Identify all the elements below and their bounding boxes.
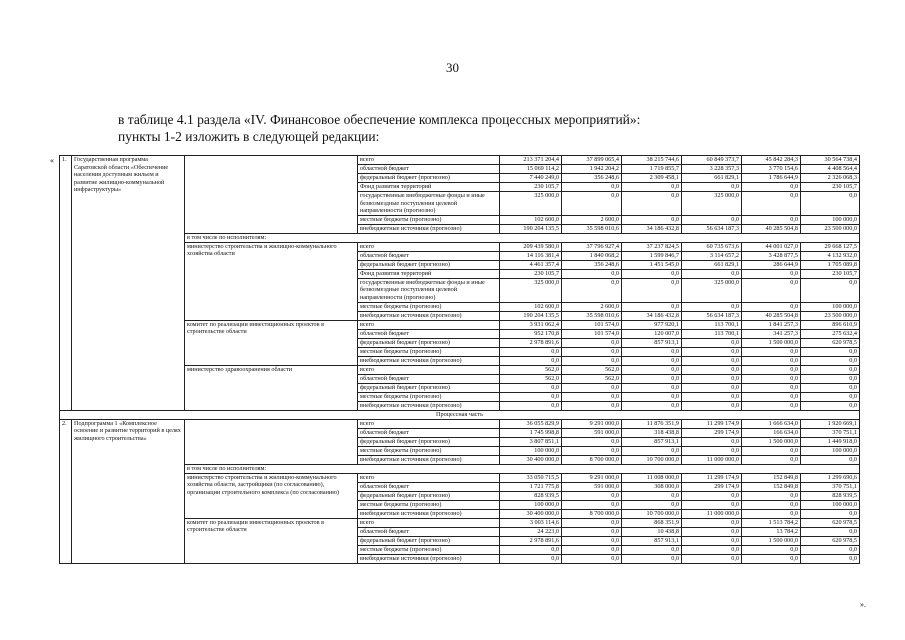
amount-cell: 0,0 — [742, 183, 801, 192]
executor-name: комитет по реализации инвестиционных проектов в строительстве области — [185, 518, 358, 563]
amount-cell: 0,0 — [622, 392, 682, 401]
amount-cell: 0,0 — [622, 383, 682, 392]
amount-cell: 11 876 351,9 — [622, 419, 682, 428]
funding-source: местные бюджеты (прогнозно) — [358, 500, 500, 509]
amount-cell: 562,0 — [562, 374, 622, 383]
amount-cell: 13 784,2 — [742, 527, 801, 536]
amount-cell: 0,0 — [742, 392, 801, 401]
amount-cell: 0,0 — [801, 347, 860, 356]
executor-name: министерство здравоохранения области — [185, 365, 358, 410]
amount-cell: 2 600,0 — [562, 215, 622, 224]
amount-cell: 10 700 000,0 — [622, 455, 682, 464]
amount-cell: 230 105,7 — [500, 183, 562, 192]
amount-cell: 0,0 — [801, 455, 860, 464]
amount-cell: 0,0 — [622, 215, 682, 224]
amount-cell: 11 299 174,9 — [682, 419, 742, 428]
amount-cell: 0,0 — [742, 554, 801, 563]
open-quote-marker: « — [50, 156, 54, 165]
amount-cell: 0,0 — [742, 545, 801, 554]
amount-cell: 661 829,1 — [682, 174, 742, 183]
amount-cell: 11 000 000,0 — [682, 509, 742, 518]
amount-cell: 0,0 — [500, 347, 562, 356]
funding-source: областной бюджет — [358, 527, 500, 536]
amount-cell: 2 309 458,1 — [622, 174, 682, 183]
funding-source: областной бюджет — [358, 428, 500, 437]
amount-cell: 37 796 927,4 — [562, 242, 622, 251]
funding-source: федеральный бюджет (прогнозно) — [358, 260, 500, 269]
amount-cell: 190 204 135,5 — [500, 224, 562, 233]
amount-cell: 1 745 998,8 — [500, 428, 562, 437]
amount-cell: 0,0 — [622, 192, 682, 216]
funding-source: областной бюджет — [358, 329, 500, 338]
amount-cell: 1 705 089,8 — [801, 260, 860, 269]
amount-cell: 0,0 — [622, 401, 682, 410]
amount-cell: 0,0 — [622, 183, 682, 192]
amount-cell: 562,0 — [500, 374, 562, 383]
amount-cell: 0,0 — [682, 215, 742, 224]
amount-cell: 230 105,7 — [801, 183, 860, 192]
amount-cell: 828 939,5 — [500, 491, 562, 500]
amount-cell: 370 751,1 — [801, 428, 860, 437]
funding-source: федеральный бюджет (прогнозно) — [358, 174, 500, 183]
amount-cell: 0,0 — [801, 365, 860, 374]
amount-cell: 230 105,7 — [500, 269, 562, 278]
amount-cell: 152 849,8 — [742, 473, 801, 482]
funding-source: всего — [358, 473, 500, 482]
amount-cell: 1 451 545,0 — [622, 260, 682, 269]
amount-cell: 341 257,3 — [742, 329, 801, 338]
amount-cell: 0,0 — [682, 401, 742, 410]
amount-cell: 30 564 738,4 — [801, 156, 860, 165]
amount-cell: 318 438,8 — [622, 428, 682, 437]
amount-cell: 0,0 — [562, 446, 622, 455]
amount-cell: 0,0 — [622, 278, 682, 302]
funding-source: местные бюджеты (прогнозно) — [358, 545, 500, 554]
amount-cell: 120 007,0 — [622, 329, 682, 338]
amount-cell: 44 001 027,0 — [742, 242, 801, 251]
amount-cell: 3 770 154,6 — [742, 165, 801, 174]
amount-cell: 857 913,1 — [622, 338, 682, 347]
executor-name — [185, 419, 358, 464]
amount-cell: 0,0 — [801, 554, 860, 563]
amount-cell: 1 513 784,2 — [742, 518, 801, 527]
amount-cell: 101 574,0 — [562, 320, 622, 329]
amount-cell: 0,0 — [801, 374, 860, 383]
funding-source: Фонд развития территорий — [358, 183, 500, 192]
amount-cell: 9 291 000,0 — [562, 419, 622, 428]
amount-cell: 10 700 000,0 — [622, 509, 682, 518]
amount-cell: 0,0 — [682, 347, 742, 356]
amount-cell: 0,0 — [801, 278, 860, 302]
program-name: Государственная программа Саратовской области «Обеспечение населения доступным жильем и развитие жилищно-коммунальной инфраструктуры» — [72, 156, 185, 411]
funding-source: всего — [358, 242, 500, 251]
section-label: Процессная часть — [60, 410, 860, 419]
amount-cell: 0,0 — [742, 509, 801, 518]
amount-cell: 0,0 — [562, 392, 622, 401]
amount-cell: 166 634,0 — [742, 428, 801, 437]
amount-cell: 40 285 504,8 — [742, 311, 801, 320]
amount-cell: 1 500 000,0 — [742, 338, 801, 347]
amount-cell: 828 939,5 — [801, 491, 860, 500]
amount-cell: 209 439 580,0 — [500, 242, 562, 251]
amount-cell: 0,0 — [742, 365, 801, 374]
funding-source: внебюджетные источники (прогнозно) — [358, 311, 500, 320]
amount-cell: 30 400 000,0 — [500, 455, 562, 464]
amount-cell: 14 116 381,4 — [500, 251, 562, 260]
amount-cell: 2 978 891,6 — [500, 536, 562, 545]
amount-cell: 620 978,5 — [801, 518, 860, 527]
amount-cell: 0,0 — [801, 383, 860, 392]
amount-cell: 0,0 — [562, 192, 622, 216]
amount-cell: 10 438,8 — [622, 527, 682, 536]
amount-cell: 1 666 634,0 — [742, 419, 801, 428]
amount-cell: 1 500 000,0 — [742, 536, 801, 545]
amount-cell: 2 978 891,6 — [500, 338, 562, 347]
funding-source: всего — [358, 419, 500, 428]
funding-source: федеральный бюджет (прогнозно) — [358, 383, 500, 392]
amount-cell: 1 942 204,2 — [562, 165, 622, 174]
amount-cell: 977 920,1 — [622, 320, 682, 329]
amount-cell: 325 000,0 — [682, 278, 742, 302]
amount-cell: 952 170,8 — [500, 329, 562, 338]
amount-cell: 0,0 — [682, 527, 742, 536]
amount-cell: 0,0 — [562, 278, 622, 302]
amount-cell: 0,0 — [801, 401, 860, 410]
amount-cell: 286 644,9 — [742, 260, 801, 269]
amount-cell: 38 215 744,6 — [622, 156, 682, 165]
amount-cell: 299 174,9 — [682, 428, 742, 437]
amount-cell: 100 000,0 — [801, 446, 860, 455]
amount-cell: 0,0 — [622, 374, 682, 383]
amount-cell: 0,0 — [562, 269, 622, 278]
amount-cell: 868 351,9 — [622, 518, 682, 527]
heading-line-2: пункты 1-2 изложить в следующей редакции: — [118, 129, 380, 144]
funding-source: федеральный бюджет (прогнозно) — [358, 536, 500, 545]
amount-cell: 0,0 — [500, 392, 562, 401]
funding-source: внебюджетные источники (прогнозно) — [358, 224, 500, 233]
funding-source: федеральный бюджет (прогнозно) — [358, 437, 500, 446]
amount-cell: 40 285 504,8 — [742, 224, 801, 233]
amount-cell: 34 186 432,8 — [622, 224, 682, 233]
amount-cell: 0,0 — [500, 401, 562, 410]
amount-cell: 0,0 — [682, 183, 742, 192]
amount-cell: 562,0 — [562, 365, 622, 374]
amount-cell: 1 786 644,9 — [742, 174, 801, 183]
amount-cell: 1 500 000,0 — [742, 437, 801, 446]
amount-cell: 620 978,5 — [801, 338, 860, 347]
table-body — [60, 156, 860, 564]
amount-cell: 3 931 062,4 — [500, 320, 562, 329]
amount-cell: 1 449 918,0 — [801, 437, 860, 446]
amount-cell: 0,0 — [500, 383, 562, 392]
amount-cell: 8 700 000,0 — [562, 455, 622, 464]
amount-cell: 230 105,7 — [801, 269, 860, 278]
item-number: 1. — [60, 156, 72, 411]
amount-cell: 356 248,6 — [562, 260, 622, 269]
funding-source: местные бюджеты (прогнозно) — [358, 446, 500, 455]
amount-cell: 370 751,1 — [801, 482, 860, 491]
amount-cell: 23 500 000,0 — [801, 311, 860, 320]
amount-cell: 56 634 187,3 — [682, 311, 742, 320]
amount-cell: 30 400 000,0 — [500, 509, 562, 518]
amount-cell: 15 069 114,2 — [500, 165, 562, 174]
funding-source: всего — [358, 518, 500, 527]
executor-name: комитет по реализации инвестиционных проектов в строительстве области — [185, 320, 358, 365]
amount-cell: 0,0 — [622, 302, 682, 311]
amount-cell: 0,0 — [622, 554, 682, 563]
amount-cell: 190 204 135,5 — [500, 311, 562, 320]
amount-cell: 0,0 — [682, 554, 742, 563]
amount-cell: 308 000,0 — [622, 482, 682, 491]
amount-cell: 0,0 — [622, 347, 682, 356]
amount-cell: 0,0 — [742, 500, 801, 509]
item-number: 2. — [60, 419, 72, 563]
amount-cell: 0,0 — [562, 536, 622, 545]
amount-cell: 102 600,0 — [500, 302, 562, 311]
amount-cell: 0,0 — [682, 392, 742, 401]
amount-cell: 0,0 — [562, 338, 622, 347]
amount-cell: 0,0 — [801, 392, 860, 401]
executors-caption: в том числе по исполнителям: — [185, 233, 860, 242]
amount-cell: 37 899 065,4 — [562, 156, 622, 165]
amount-cell: 0,0 — [742, 374, 801, 383]
table-row — [60, 419, 860, 428]
amount-cell: 325 000,0 — [682, 192, 742, 216]
amount-cell: 0,0 — [500, 356, 562, 365]
amount-cell: 3 114 657,2 — [682, 251, 742, 260]
amount-cell: 1 719 855,7 — [622, 165, 682, 174]
amount-cell: 3 228 357,3 — [682, 165, 742, 174]
amount-cell: 36 055 829,9 — [500, 419, 562, 428]
amount-cell: 0,0 — [622, 356, 682, 365]
amount-cell: 0,0 — [682, 491, 742, 500]
amount-cell: 299 174,9 — [682, 482, 742, 491]
amount-cell: 100 000,0 — [801, 302, 860, 311]
amount-cell: 0,0 — [682, 500, 742, 509]
amount-cell: 0,0 — [742, 278, 801, 302]
funding-source: местные бюджеты (прогнозно) — [358, 392, 500, 401]
amount-cell: 0,0 — [562, 491, 622, 500]
amount-cell: 213 371 204,4 — [500, 156, 562, 165]
amount-cell: 2 326 068,3 — [801, 174, 860, 183]
amount-cell: 275 632,4 — [801, 329, 860, 338]
page-number: 30 — [446, 60, 459, 75]
amount-cell: 100 000,0 — [500, 500, 562, 509]
amount-cell: 0,0 — [562, 183, 622, 192]
funding-source: внебюджетные источники (прогнозно) — [358, 509, 500, 518]
amount-cell: 0,0 — [682, 365, 742, 374]
amount-cell: 113 700,1 — [682, 329, 742, 338]
amount-cell: 0,0 — [801, 509, 860, 518]
amount-cell: 325 000,0 — [500, 278, 562, 302]
amount-cell: 56 634 187,3 — [682, 224, 742, 233]
amount-cell: 0,0 — [742, 215, 801, 224]
amount-cell: 1 721 775,8 — [500, 482, 562, 491]
amount-cell: 661 829,1 — [682, 260, 742, 269]
funding-source: всего — [358, 320, 500, 329]
amount-cell: 0,0 — [801, 527, 860, 536]
amount-cell: 0,0 — [682, 302, 742, 311]
amount-cell: 0,0 — [622, 446, 682, 455]
amount-cell: 857 913,1 — [622, 536, 682, 545]
amount-cell: 7 440 249,0 — [500, 174, 562, 183]
amount-cell: 0,0 — [742, 491, 801, 500]
amount-cell: 0,0 — [622, 500, 682, 509]
amount-cell: 0,0 — [742, 401, 801, 410]
amount-cell: 0,0 — [742, 383, 801, 392]
amount-cell: 0,0 — [562, 347, 622, 356]
amount-cell: 857 913,1 — [622, 437, 682, 446]
amount-cell: 0,0 — [742, 347, 801, 356]
amount-cell: 29 668 127,5 — [801, 242, 860, 251]
funding-source: федеральный бюджет (прогнозно) — [358, 491, 500, 500]
amount-cell: 0,0 — [562, 554, 622, 563]
amount-cell: 1 299 690,6 — [801, 473, 860, 482]
heading-line-1: в таблице 4.1 раздела «IV. Финансовое обеспечение комплекса процессных мероприятий»: — [118, 112, 641, 127]
amount-cell: 1 599 846,7 — [622, 251, 682, 260]
amount-cell: 100 000,0 — [500, 446, 562, 455]
funding-source: местные бюджеты (прогнозно) — [358, 302, 500, 311]
amount-cell: 0,0 — [682, 518, 742, 527]
financing-table — [59, 155, 859, 564]
program-name: Подпрограмма 1 «Комплексное освоение и развитие территорий в целях жилищного строительства» — [72, 419, 185, 563]
amount-cell: 0,0 — [742, 302, 801, 311]
funding-source: Фонд развития территорий — [358, 269, 500, 278]
amount-cell: 620 978,5 — [801, 536, 860, 545]
table-row — [60, 410, 860, 419]
amount-cell: 4 461 357,4 — [500, 260, 562, 269]
executor-name: министерство строительства и жилищно-коммунального хозяйства области, застройщики (по согласованию), организации строительного комплекса (по согласованию) — [185, 473, 358, 518]
amount-cell: 0,0 — [682, 374, 742, 383]
amount-cell: 0,0 — [562, 383, 622, 392]
amount-cell: 23 500 000,0 — [801, 224, 860, 233]
funding-source: областной бюджет — [358, 374, 500, 383]
amount-cell: 0,0 — [801, 192, 860, 216]
amount-cell: 0,0 — [562, 356, 622, 365]
amount-cell: 0,0 — [682, 437, 742, 446]
amendment-heading — [118, 111, 640, 145]
funding-source: государственные внебюджетные фонды и иные безвозмездные поступления целевой направленности (прогнозно) — [358, 192, 500, 216]
amount-cell: 4 132 932,0 — [801, 251, 860, 260]
funding-source: областной бюджет — [358, 482, 500, 491]
funding-source: всего — [358, 365, 500, 374]
amount-cell: 24 223,0 — [500, 527, 562, 536]
amount-cell: 1 840 068,2 — [562, 251, 622, 260]
amount-cell: 356 248,6 — [562, 174, 622, 183]
amount-cell: 0,0 — [562, 527, 622, 536]
amount-cell: 113 700,1 — [682, 320, 742, 329]
amount-cell: 0,0 — [562, 545, 622, 554]
amount-cell: 0,0 — [500, 554, 562, 563]
amount-cell: 2 600,0 — [562, 302, 622, 311]
amount-cell: 0,0 — [500, 545, 562, 554]
amount-cell: 152 849,8 — [742, 482, 801, 491]
amount-cell: 35 598 010,6 — [562, 224, 622, 233]
amount-cell: 591 000,0 — [562, 428, 622, 437]
amount-cell: 0,0 — [562, 401, 622, 410]
amount-cell: 0,0 — [622, 365, 682, 374]
amount-cell: 100 000,0 — [801, 215, 860, 224]
amount-cell: 0,0 — [682, 446, 742, 455]
amount-cell: 0,0 — [622, 545, 682, 554]
amount-cell: 0,0 — [562, 500, 622, 509]
executor-name: министерство строительства и жилищно-коммунального хозяйства области — [185, 242, 358, 320]
amount-cell: 102 600,0 — [500, 215, 562, 224]
amount-cell: 0,0 — [742, 192, 801, 216]
funding-source: внебюджетные источники (прогнозно) — [358, 554, 500, 563]
funding-source: внебюджетные источники (прогнозно) — [358, 356, 500, 365]
amount-cell: 0,0 — [801, 545, 860, 554]
amount-cell: 0,0 — [682, 338, 742, 347]
amount-cell: 0,0 — [742, 269, 801, 278]
amount-cell: 8 700 000,0 — [562, 509, 622, 518]
funding-source: внебюджетные источники (прогнозно) — [358, 455, 500, 464]
amount-cell: 100 000,0 — [801, 500, 860, 509]
amount-cell: 0,0 — [742, 455, 801, 464]
funding-source: областной бюджет — [358, 251, 500, 260]
amount-cell: 11 299 174,9 — [682, 473, 742, 482]
amount-cell: 35 598 010,6 — [562, 311, 622, 320]
executors-caption: в том числе по исполнителям: — [185, 464, 860, 473]
funding-source: местные бюджеты (прогнозно) — [358, 215, 500, 224]
amount-cell: 101 574,0 — [562, 329, 622, 338]
amount-cell: 37 237 824,5 — [622, 242, 682, 251]
amount-cell: 562,0 — [500, 365, 562, 374]
close-quote-marker: ». — [860, 600, 866, 609]
funding-source: федеральный бюджет (прогнозно) — [358, 338, 500, 347]
amount-cell: 0,0 — [682, 545, 742, 554]
amount-cell: 0,0 — [742, 446, 801, 455]
amount-cell: 4 408 564,4 — [801, 165, 860, 174]
amount-cell: 3 428 877,5 — [742, 251, 801, 260]
amount-cell: 0,0 — [622, 491, 682, 500]
amount-cell: 11 008 000,0 — [622, 473, 682, 482]
amount-cell: 3 807 851,1 — [500, 437, 562, 446]
table-row — [60, 156, 860, 165]
amount-cell: 1 841 257,3 — [742, 320, 801, 329]
amount-cell: 591 000,0 — [562, 482, 622, 491]
amount-cell: 0,0 — [682, 383, 742, 392]
funding-source: областной бюджет — [358, 165, 500, 174]
amount-cell: 0,0 — [801, 356, 860, 365]
amount-cell: 3 003 114,6 — [500, 518, 562, 527]
amount-cell: 33 050 715,5 — [500, 473, 562, 482]
amount-cell: 60 849 373,7 — [682, 156, 742, 165]
amount-cell: 0,0 — [682, 356, 742, 365]
amount-cell: 34 186 432,8 — [622, 311, 682, 320]
amount-cell: 0,0 — [682, 536, 742, 545]
amount-cell: 0,0 — [682, 269, 742, 278]
amount-cell: 60 735 673,6 — [682, 242, 742, 251]
executor-name — [185, 156, 358, 234]
amount-cell: 896 610,9 — [801, 320, 860, 329]
amount-cell: 0,0 — [562, 518, 622, 527]
amount-cell: 0,0 — [742, 356, 801, 365]
amount-cell: 11 000 000,0 — [682, 455, 742, 464]
amount-cell: 0,0 — [562, 437, 622, 446]
amount-cell: 9 291 000,0 — [562, 473, 622, 482]
funding-source: местные бюджеты (прогнозно) — [358, 347, 500, 356]
amount-cell: 1 920 669,1 — [801, 419, 860, 428]
funding-source: всего — [358, 156, 500, 165]
amount-cell: 325 000,0 — [500, 192, 562, 216]
amount-cell: 45 842 284,3 — [742, 156, 801, 165]
funding-source: государственные внебюджетные фонды и иные безвозмездные поступления целевой направленности (прогнозно) — [358, 278, 500, 302]
amount-cell: 0,0 — [622, 269, 682, 278]
funding-source: внебюджетные источники (прогнозно) — [358, 401, 500, 410]
